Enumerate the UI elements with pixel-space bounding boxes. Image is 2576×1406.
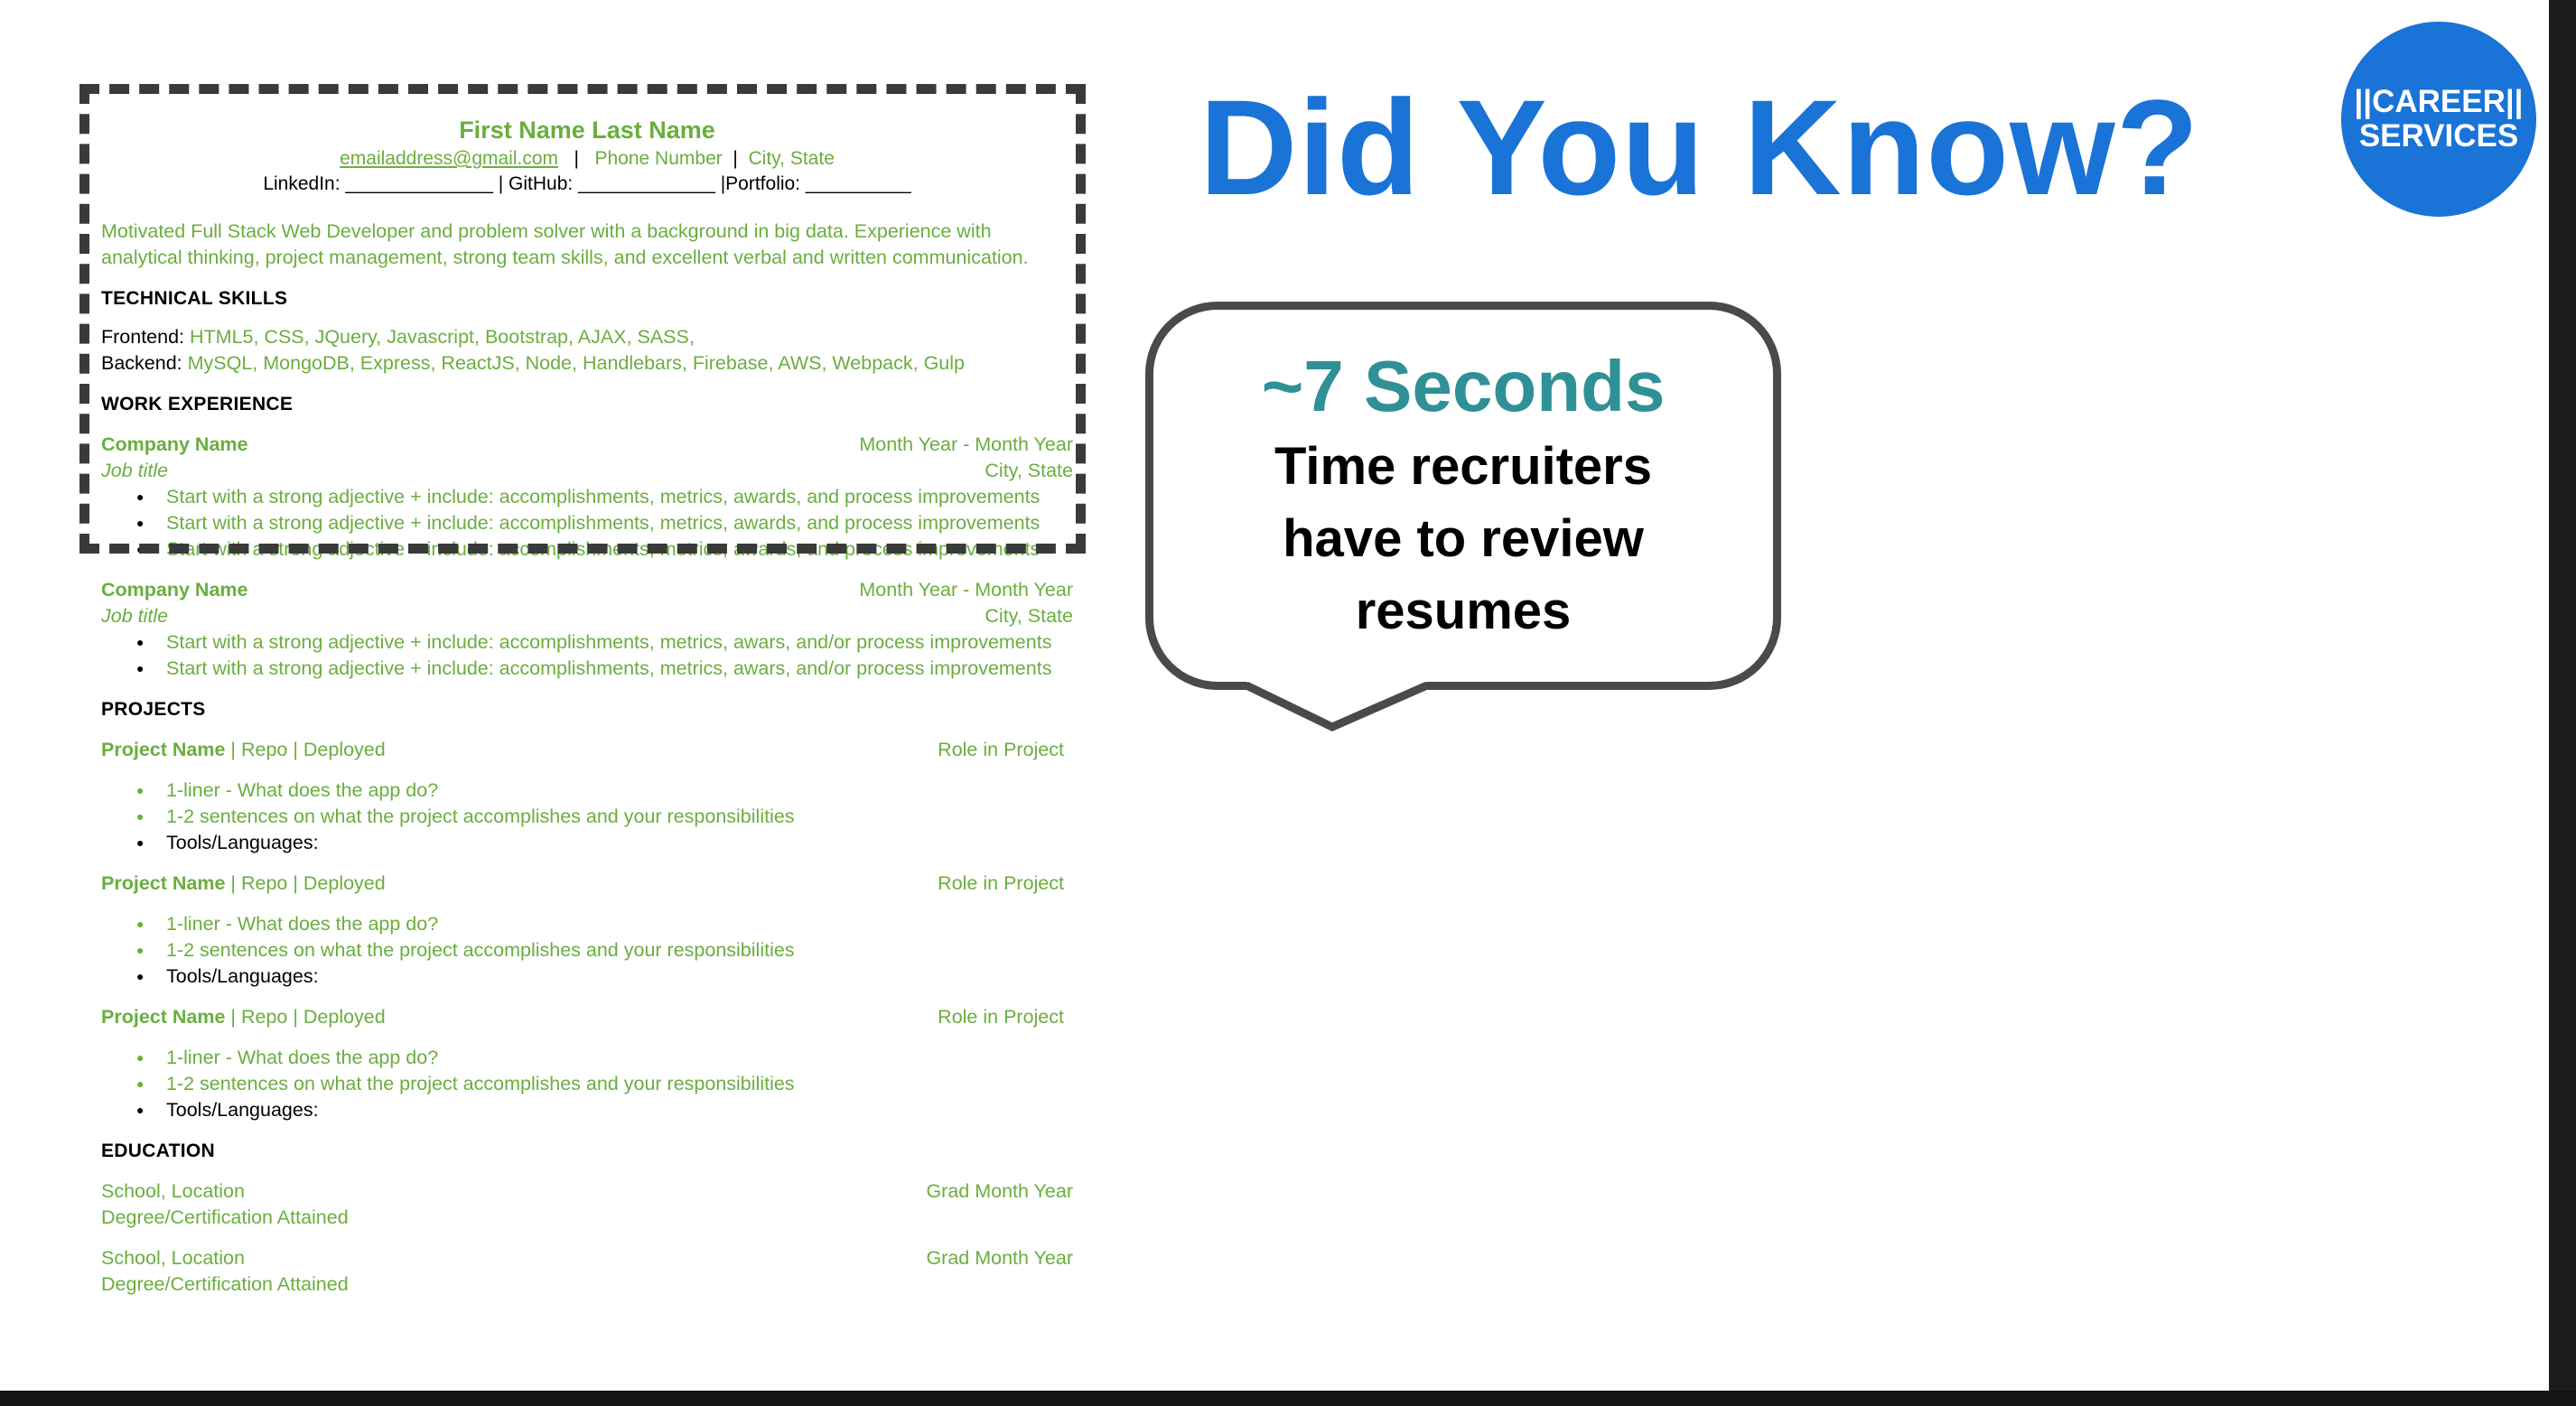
career-services-logo	[2341, 22, 2536, 217]
resume-summary: Motivated Full Stack Web Developer and problem solver with a background in big data. Experience with analytical thinking, project management, strong team skills, and excellent verbal and written communication.	[101, 220, 1029, 268]
job-bullet: ● Start with a strong adjective + include: accomplishments, metrics, awars, and/or process improvements	[166, 629, 1073, 656]
project-entry	[101, 1004, 1073, 1123]
bottom-bar	[0, 1391, 2576, 1406]
project-bullet: ● 1-liner - What does the app do?	[166, 1045, 1073, 1071]
work-heading: WORK EXPERIENCE	[101, 394, 294, 414]
skills-heading: TECHNICAL SKILLS	[101, 288, 288, 309]
job-title: Job title	[101, 605, 169, 627]
job-dates: Month Year - Month Year	[859, 433, 1073, 455]
speech-bubble-tail	[1246, 682, 1427, 736]
job-title: Job title	[101, 460, 169, 481]
project-role: Role in Project	[938, 739, 1064, 760]
resume-links: LinkedIn: ______________ | GitHub: _____________ |Portfolio: __________	[263, 173, 911, 194]
project-links: | Repo | Deployed	[225, 739, 386, 760]
edu-degree: Degree/Certification Attained	[101, 1273, 349, 1295]
resume-location: City, State	[748, 148, 835, 169]
speech-bubble	[1145, 302, 1781, 690]
project-links: | Repo | Deployed	[225, 1006, 386, 1028]
frontend-skills: HTML5, CSS, JQuery, Javascript, Bootstrap, AJAX, SASS,	[190, 326, 695, 348]
job-dates: Month Year - Month Year	[859, 579, 1073, 601]
project-bullet: ● 1-liner - What does the app do?	[166, 777, 1073, 804]
project-entry	[101, 871, 1073, 990]
project-bullet: ● Tools/Languages:	[166, 964, 1073, 990]
job-bullet: ● Start with a strong adjective + include: accomplishments, metrics, awards, and process improvements	[166, 484, 1073, 510]
job-bullet: ● Start with a strong adjective + include: accomplishments, metrics, awards, and process improvements	[166, 536, 1073, 563]
resume-contact: emailaddress@gmail.com | Phone Number | City, State	[340, 148, 835, 169]
seven-second-scan-box	[79, 84, 1086, 554]
edu-school: School, Location	[101, 1247, 245, 1269]
bubble-text	[1153, 431, 1773, 647]
job-company: Company Name	[101, 433, 248, 455]
job-location: City, State	[985, 460, 1073, 481]
project-bullet: ● Tools/Languages:	[166, 1097, 1073, 1123]
edu-degree: Degree/Certification Attained	[101, 1206, 349, 1228]
project-role: Role in Project	[938, 1006, 1064, 1028]
job-bullet: ● Start with a strong adjective + include: accomplishments, metrics, awars, and/or process improvements	[166, 656, 1073, 682]
project-links: | Repo | Deployed	[225, 872, 386, 894]
edu-school: School, Location	[101, 1180, 245, 1202]
resume-name: First Name Last Name	[459, 116, 715, 144]
logo-line-2: SERVICES	[2358, 118, 2519, 154]
project-bullet: ● 1-2 sentences on what the project accomplishes and your responsibilities	[166, 804, 1073, 830]
project-bullet: ● 1-2 sentences on what the project accomplishes and your responsibilities	[166, 1071, 1073, 1097]
project-name: Project Name	[101, 739, 226, 760]
job-entry	[101, 577, 1073, 682]
projects-heading: PROJECTS	[101, 699, 206, 720]
job-company: Company Name	[101, 579, 248, 601]
education-entry	[101, 1245, 1073, 1298]
project-bullet: ● Tools/Languages:	[166, 830, 1073, 856]
backend-label: Backend:	[101, 352, 188, 374]
page-title: Did You Know?	[1199, 71, 2200, 223]
project-bullet: ● 1-2 sentences on what the project accomplishes and your responsibilities	[166, 937, 1073, 964]
project-name: Project Name	[101, 1006, 226, 1028]
edu-date: Grad Month Year	[926, 1180, 1073, 1202]
bubble-line-1: Time recruiters	[1274, 437, 1653, 496]
bubble-line-3: resumes	[1355, 582, 1572, 640]
project-bullet: ● 1-liner - What does the app do?	[166, 911, 1073, 937]
bubble-stat: ~7 Seconds	[1261, 346, 1666, 426]
edu-date: Grad Month Year	[926, 1247, 1073, 1269]
resume-phone: Phone Number	[594, 148, 723, 169]
project-entry	[101, 737, 1073, 856]
backend-skills: MySQL, MongoDB, Express, ReactJS, Node, Handlebars, Firebase, AWS, Webpack, Gulp	[187, 352, 965, 374]
education-entry	[101, 1178, 1073, 1231]
logo-line-1: ||CAREER||	[2354, 84, 2524, 119]
bubble-line-2: have to review	[1283, 509, 1644, 568]
job-bullet: ● Start with a strong adjective + include: accomplishments, metrics, awards, and process improvements	[166, 510, 1073, 536]
job-location: City, State	[985, 605, 1073, 627]
project-role: Role in Project	[938, 872, 1064, 894]
frontend-label: Frontend:	[101, 326, 190, 348]
resume-email: emailaddress@gmail.com	[340, 148, 559, 169]
project-name: Project Name	[101, 872, 226, 894]
education-heading: EDUCATION	[101, 1141, 215, 1161]
